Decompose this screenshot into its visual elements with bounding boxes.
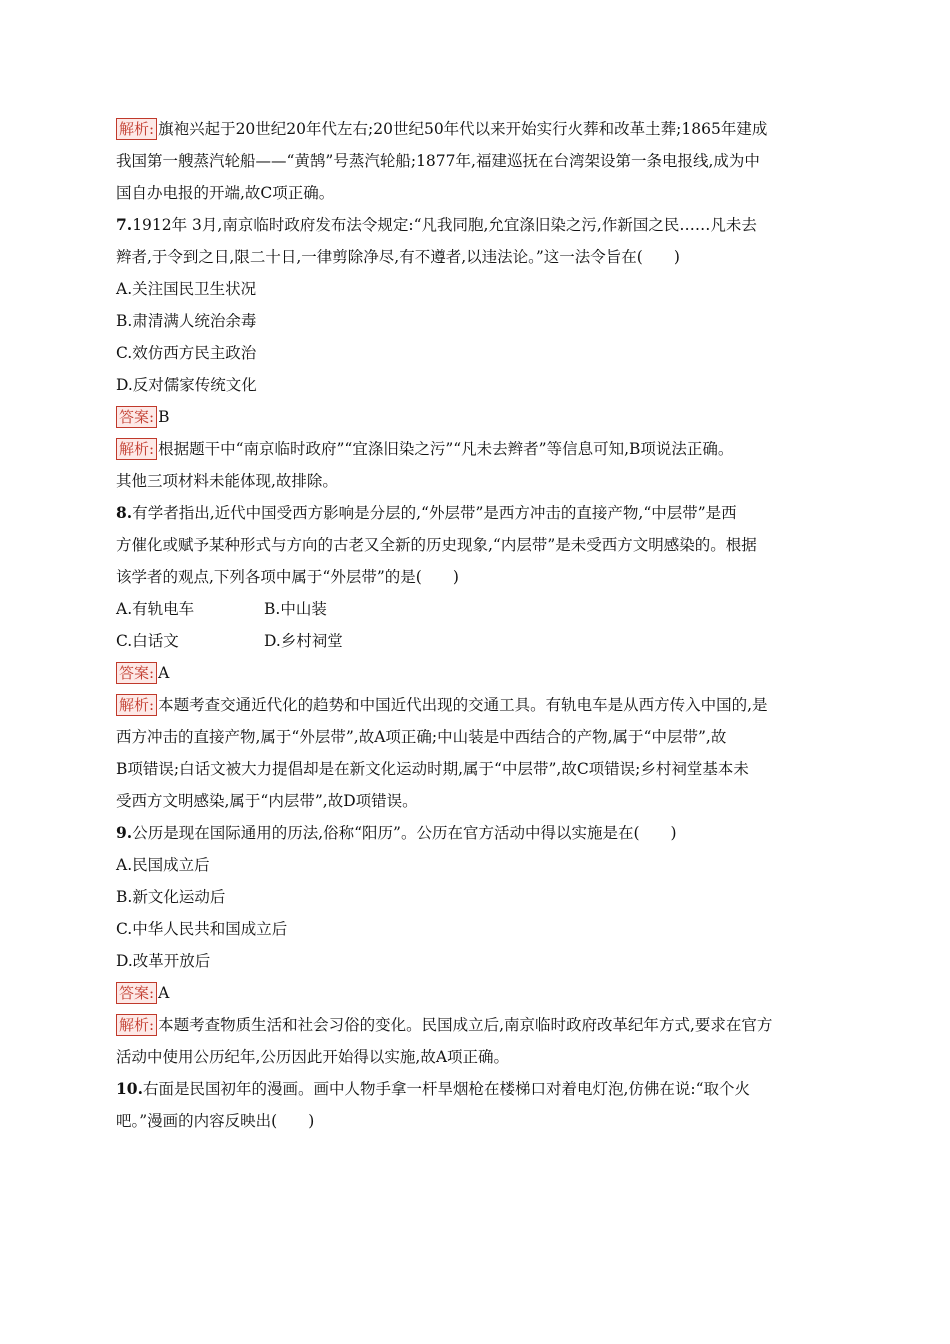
analysis-tag: 解析:	[116, 694, 157, 716]
question-number: 8.	[116, 503, 133, 522]
analysis-line: 受西方文明感染,属于“内层带”,故D项错误。	[116, 792, 418, 810]
answer-value: A	[158, 984, 170, 1002]
option-b: B.新文化运动后	[116, 888, 226, 906]
question-stem: 吧。”漫画的内容反映出( )	[116, 1112, 315, 1130]
analysis-line: 活动中使用公历纪年,公历因此开始得以实施,故A项正确。	[116, 1048, 510, 1066]
answer-line	[116, 977, 832, 1009]
question-stem: 8.有学者指出,近代中国受西方影响是分层的,“外层带”是西方冲击的直接产物,“中层带”是西	[116, 503, 737, 522]
answer-tag: 答案:	[116, 662, 157, 684]
analysis-line: 我国第一艘蒸汽轮船——“黄鹄”号蒸汽轮船;1877年,福建巡抚在台湾架设第一条电报线,成为中	[116, 152, 760, 170]
question-stem: 辫者,于令到之日,限二十日,一律剪除净尽,有不遵者,以违法论。”这一法令旨在( )	[116, 248, 680, 266]
question-stem: 10.右面是民国初年的漫画。画中人物手拿一杆旱烟枪在楼梯口对着电灯泡,仿佛在说:“取个火	[116, 1079, 751, 1098]
question-number: 7.	[116, 215, 133, 234]
analysis-tag: 解析:	[116, 118, 157, 140]
answer-value: B	[158, 408, 170, 426]
document-page	[116, 113, 832, 1137]
question-number: 10.	[116, 1079, 143, 1098]
option-a: A.关注国民卫生状况	[116, 280, 257, 298]
option-d: D.改革开放后	[116, 952, 211, 970]
option-row	[116, 593, 832, 625]
analysis-tag: 解析:	[116, 438, 157, 460]
answer-value: A	[158, 664, 170, 682]
option-d: D.反对儒家传统文化	[116, 376, 257, 394]
analysis-line: 国自办电报的开端,故C项正确。	[116, 184, 335, 202]
option-c: C.效仿西方民主政治	[116, 344, 257, 362]
analysis-line: 解析: 根据题干中“南京临时政府”“宜涤旧染之污”“凡未去辫者”等信息可知,B项说法正确。	[116, 433, 832, 465]
analysis-line: 解析: 本题考查物质生活和社会习俗的变化。民国成立后,南京临时政府改革纪年方式,要求在官方	[116, 1009, 832, 1041]
option-a: A.民国成立后	[116, 856, 210, 874]
option-b: B.中山装	[264, 600, 327, 618]
question-stem: 方催化或赋予某种形式与方向的古老又全新的历史现象,“内层带”是未受西方文明感染的。根据	[116, 536, 757, 554]
option-row	[116, 625, 832, 657]
analysis-line: 西方冲击的直接产物,属于“外层带”,故A项正确;中山装是中西结合的产物,属于“中层带”,故	[116, 728, 727, 746]
analysis-line: 解析: 旗袍兴起于20世纪20年代左右;20世纪50年代以来开始实行火葬和改革土葬;1865年建成	[116, 113, 832, 145]
question-stem: 7.1912年 3月,南京临时政府发布法令规定:“凡我同胞,允宜涤旧染之污,作新国之民……凡未去	[116, 215, 757, 234]
question-stem: 该学者的观点,下列各项中属于“外层带”的是( )	[116, 568, 459, 586]
answer-line	[116, 401, 832, 433]
option-c: C.中华人民共和国成立后	[116, 920, 288, 938]
option-d: D.乡村祠堂	[264, 632, 343, 650]
option-a: A.有轨电车	[116, 600, 195, 618]
answer-tag: 答案:	[116, 982, 157, 1004]
answer-line	[116, 657, 832, 689]
question-stem: 9.公历是现在国际通用的历法,俗称“阳历”。公历在官方活动中得以实施是在( )	[116, 823, 677, 842]
option-c: C.白话文	[116, 632, 179, 650]
analysis-line: 解析: 本题考查交通近代化的趋势和中国近代出现的交通工具。有轨电车是从西方传入中国的,是	[116, 689, 832, 721]
answer-tag: 答案:	[116, 406, 157, 428]
analysis-line: B项错误;白话文被大力提倡却是在新文化运动时期,属于“中层带”,故C项错误;乡村祠堂基本未	[116, 760, 749, 778]
analysis-tag: 解析:	[116, 1014, 157, 1036]
option-b: B.肃清满人统治余毒	[116, 312, 257, 330]
question-number: 9.	[116, 823, 133, 842]
analysis-line: 其他三项材料未能体现,故排除。	[116, 472, 338, 490]
